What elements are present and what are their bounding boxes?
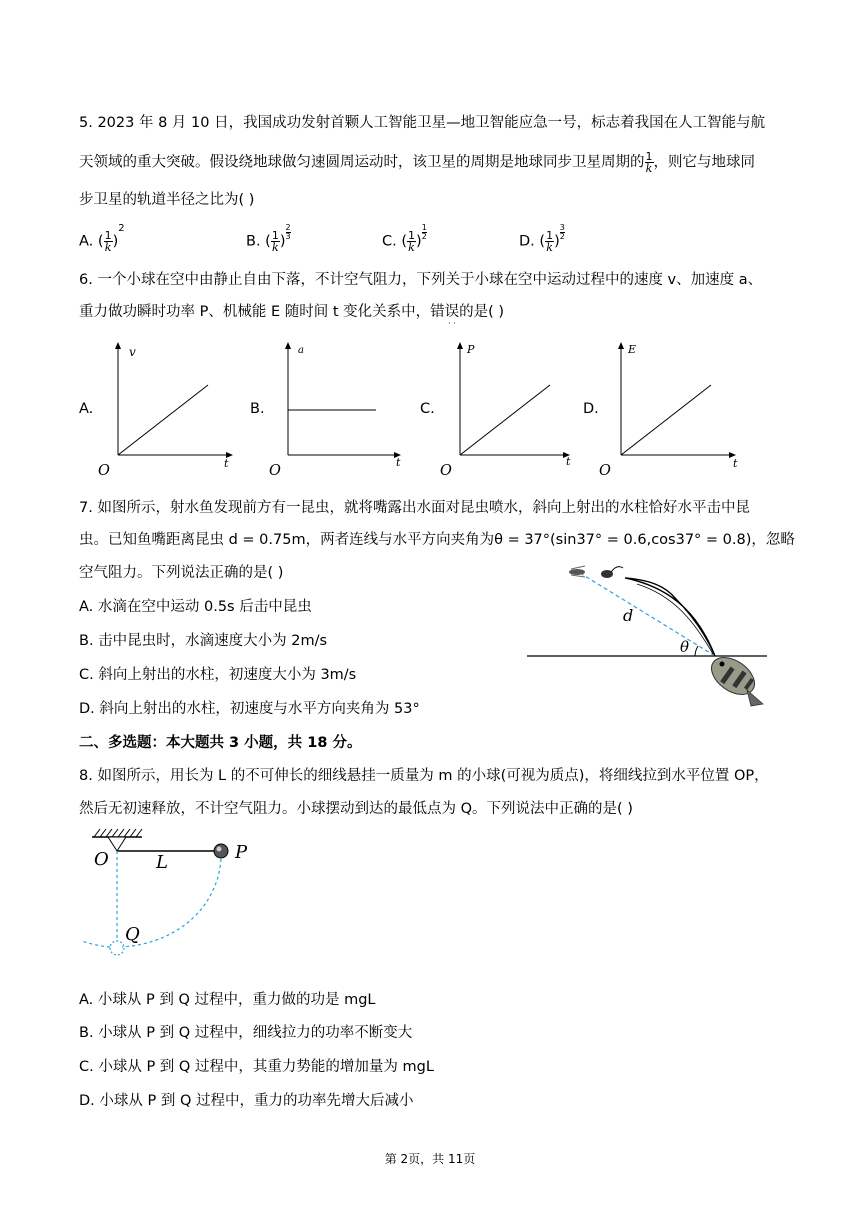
q8-fig-q: Q xyxy=(125,924,140,945)
exponent xyxy=(422,224,427,241)
graph-d xyxy=(603,340,743,480)
option-frac xyxy=(271,230,280,253)
q7-fig-d: d xyxy=(623,606,634,625)
pivot xyxy=(108,837,126,851)
frac-den: k xyxy=(104,241,112,254)
q7-line3: 空气阻力。下列说法正确的是( ) xyxy=(79,565,284,581)
y-arrow xyxy=(115,342,121,349)
graph-a-origin: O xyxy=(98,463,110,479)
q8-option-a[interactable]: A. 小球从 P 到 Q 过程中，重力做的功是 mgL xyxy=(79,992,376,1008)
graph-b-origin: O xyxy=(269,463,281,479)
graph-b xyxy=(270,340,410,480)
option-frac xyxy=(545,230,554,253)
q5-line2b: ，则它与地球同 xyxy=(653,154,755,171)
y-arrow xyxy=(618,342,624,349)
frac-num: 1 xyxy=(645,150,653,163)
exponent: 2 xyxy=(118,223,125,234)
q5-option-d[interactable]: D. ( $\frac{1}{k}$ ) $\frac{3}{2}$ xyxy=(519,223,565,254)
dashed-line-d xyxy=(580,573,715,656)
pendulum-figure xyxy=(80,825,280,965)
section-2-heading: 二、多选题：本大题共 3 小题，共 18 分。 xyxy=(79,735,362,751)
q5-line1: 5. 2023 年 8 月 10 日，我国成功发射首颗人工智能卫星—地卫智能应急一号，标志着我国在人工智能与航 xyxy=(79,115,766,131)
option-label: D. xyxy=(519,233,540,250)
frac-den: k xyxy=(408,241,415,254)
q8-fig-p: P xyxy=(235,842,248,863)
q8-line2: 然后无初速释放，不计空气阻力。小球摆动到达的最低点为 Q。下列说法中正确的是( ) xyxy=(79,801,633,817)
graph-a xyxy=(100,340,240,480)
fish-icon xyxy=(705,650,763,706)
exp-den: 2 xyxy=(559,232,565,241)
frac-num: 1 xyxy=(104,229,112,242)
y-arrow xyxy=(285,342,291,349)
archerfish-figure xyxy=(525,558,770,708)
q8-option-c[interactable]: C. 小球从 P 到 Q 过程中，其重力势能的增加量为 mgL xyxy=(79,1059,434,1075)
exp-num: 1 xyxy=(421,223,427,232)
q5-line2a: 天领域的重大突破。假设绕地球做匀速圆周运动时，该卫星的周期是地球同步卫星周期的 xyxy=(79,154,645,171)
exponent xyxy=(286,224,291,241)
q5-line2 xyxy=(79,151,755,174)
q7-option-c[interactable]: C. 斜向上射出的水柱，初速度大小为 3m/s xyxy=(79,667,357,683)
graph-c xyxy=(442,340,582,480)
graph-a-label[interactable]: A. xyxy=(79,401,94,417)
graph-d-yaxis: E xyxy=(628,343,637,356)
q7-option-a[interactable]: A. 水滴在空中运动 0.5s 后击中昆虫 xyxy=(79,599,312,615)
insect-icon xyxy=(569,566,585,577)
frac-den: k xyxy=(546,241,553,254)
q5-option-c[interactable]: C. ( $\frac{1}{k}$ ) $\frac{1}{2}$ xyxy=(382,223,427,254)
option-frac xyxy=(407,230,416,253)
graph-d-origin: O xyxy=(599,463,611,479)
ball-p xyxy=(214,844,228,858)
exp-num: 3 xyxy=(559,223,565,232)
q8-option-b[interactable]: B. 小球从 P 到 Q 过程中，细线拉力的功率不断变大 xyxy=(79,1025,413,1041)
q8-fig-o: O xyxy=(94,849,109,870)
option-frac xyxy=(104,230,113,253)
graph-line xyxy=(460,385,550,455)
ceiling-hatch xyxy=(94,829,142,837)
q6-line1: 6. 一个小球在空中由静止自由下落，不计空气阻力，下列关于小球在空中运动过程中的速度 v、加速度 a、 xyxy=(79,272,763,288)
frac-num: 1 xyxy=(271,229,279,242)
graph-d-xaxis: t xyxy=(733,457,738,470)
graph-a-xaxis: t xyxy=(224,457,229,470)
exp-num: 2 xyxy=(285,223,291,232)
graph-a-yaxis: v xyxy=(129,345,136,359)
q5-option-a[interactable]: A. ( $\frac{1}{k}$ )2 xyxy=(79,223,125,254)
q8-fig-l: L xyxy=(156,852,168,873)
q7-line1: 7. 如图所示，射水鱼发现前方有一昆虫，就将嘴露出水面对昆虫喷水，斜向上射出的水柱恰好水平击中昆 xyxy=(79,500,750,516)
q7-line2: 虫。已知鱼嘴距离昆虫 d = 0.75m，两者连线与水平方向夹角为θ = 37°(sin37° = 0.6,cos37° = 0.8)，忽略 xyxy=(79,532,795,548)
graph-b-xaxis: t xyxy=(396,456,401,469)
q5-fraction xyxy=(645,151,654,174)
angle-arc xyxy=(695,646,698,656)
q7-fig-theta: θ xyxy=(680,638,690,656)
graph-b-yaxis: a xyxy=(298,345,304,356)
q5-line3: 步卫星的轨道半径之比为( ) xyxy=(79,192,255,208)
graph-c-xaxis: t xyxy=(566,455,571,468)
frac-den: k xyxy=(645,162,653,175)
q7-option-b[interactable]: B. 击中昆虫时，水滴速度大小为 2m/s xyxy=(79,633,328,649)
exponent xyxy=(560,224,565,241)
water-jet xyxy=(625,578,715,656)
option-label: C. xyxy=(382,233,402,250)
graph-c-yaxis: P xyxy=(467,343,475,356)
q8-line1: 8. 如图所示，用长为 L 的不可伸长的细线悬挂一质量为 m 的小球(可视为质点)，将细线拉到水平位置 OP， xyxy=(79,768,769,784)
option-label: A. xyxy=(79,233,98,250)
graph-b-label[interactable]: B. xyxy=(250,401,265,417)
q5-option-b[interactable]: B. ( $\frac{1}{k}$ ) $\frac{2}{3}$ xyxy=(246,223,291,254)
exp-den: 3 xyxy=(285,232,291,241)
graph-line xyxy=(621,385,711,455)
graph-c-origin: O xyxy=(440,463,452,479)
q8-option-d[interactable]: D. 小球从 P 到 Q 过程中，重力的功率先增大后减小 xyxy=(79,1093,414,1109)
graph-line xyxy=(118,385,208,455)
frac-den: k xyxy=(272,241,279,254)
graph-c-label[interactable]: C. xyxy=(420,401,435,417)
frac-num: 1 xyxy=(546,229,554,242)
exp-den: 2 xyxy=(421,232,427,241)
q6-line2: 重力做功瞬时功率 P、机械能 E 随时间 t 变化关系中，错误的是( ) xyxy=(79,304,505,320)
page-footer: 第 2页，共 11页 xyxy=(384,1152,476,1166)
graph-d-label[interactable]: D. xyxy=(583,401,599,417)
q7-option-d[interactable]: D. 斜向上射出的水柱，初速度与水平方向夹角为 53° xyxy=(79,701,420,717)
frac-num: 1 xyxy=(408,229,416,242)
option-label: B. xyxy=(246,233,266,250)
emphasis-dots: · · xyxy=(448,319,456,328)
ball-q xyxy=(110,941,124,955)
y-arrow xyxy=(457,342,463,349)
